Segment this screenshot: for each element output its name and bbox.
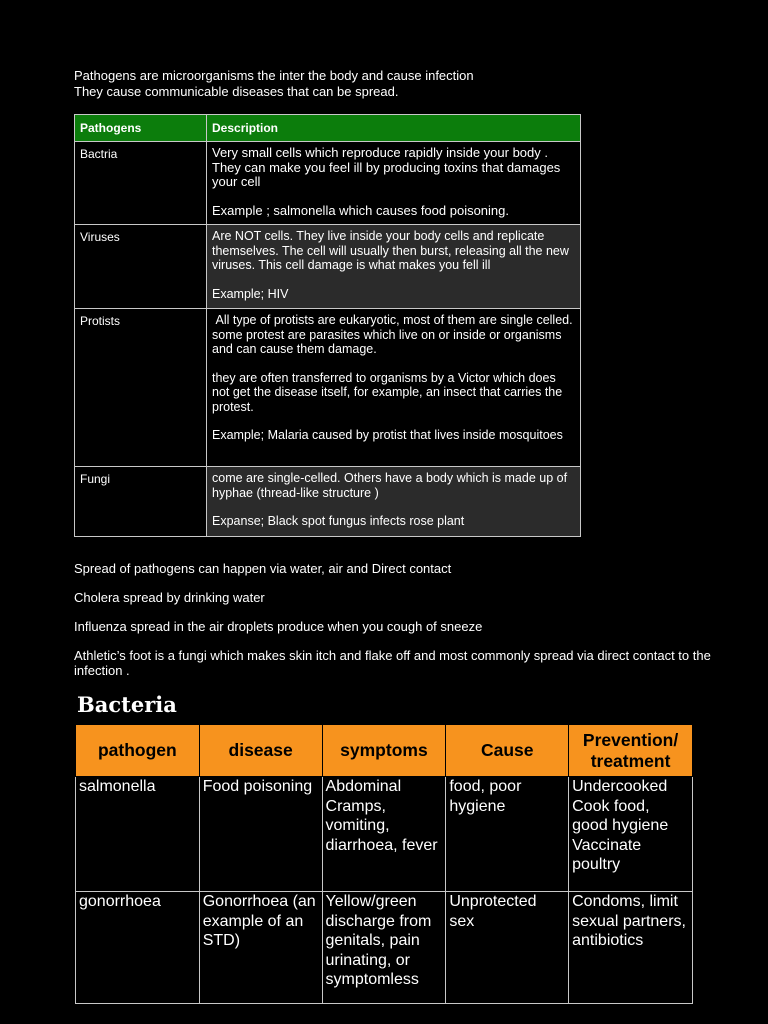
cell-symptoms: Abdominal Cramps, vomiting, diarrhoea, fever bbox=[322, 777, 446, 892]
cell-cause: Unprotected sex bbox=[446, 892, 569, 1004]
header-pathogen: pathogen bbox=[76, 725, 200, 777]
bacteria-table bbox=[75, 724, 693, 1004]
table-row bbox=[75, 467, 581, 537]
bacteria-table-header bbox=[76, 725, 693, 777]
paragraph-gap bbox=[212, 500, 575, 514]
cell-disease: Food poisoning bbox=[199, 777, 322, 892]
intro-text bbox=[74, 68, 474, 99]
description-example: Example ; salmonella which causes food poisoning. bbox=[212, 202, 510, 218]
description-text-2: they are often transferred to organisms by a Victor which does not get the disease itself, for example, an insect that carries the protest. bbox=[212, 370, 563, 414]
description-text: All type of protists are eukaryotic, most of them are single celled. some protest are parasites which live on or inside or organisms and can cause them damage. bbox=[212, 313, 577, 356]
table-row bbox=[76, 892, 693, 1004]
paragraph-gap bbox=[212, 273, 575, 287]
pathogen-name: Viruses bbox=[75, 225, 207, 309]
header-cause: Cause bbox=[446, 725, 569, 777]
pathogens-table-header bbox=[75, 115, 581, 142]
header-symptoms: symptoms bbox=[322, 725, 446, 777]
paragraph-gap bbox=[212, 357, 575, 371]
header-disease: disease bbox=[199, 725, 322, 777]
description-text: Very small cells which reproduce rapidly inside your body . They can make you feel ill by producing toxins that damages your cell bbox=[212, 145, 561, 189]
paragraph-gap bbox=[212, 414, 575, 428]
spread-line: Influenza spread in the air droplets produce when you cough of sneeze bbox=[74, 619, 483, 634]
pathogen-description bbox=[207, 225, 581, 309]
paragraph-gap bbox=[212, 190, 575, 204]
cell-pathogen: salmonella bbox=[76, 777, 200, 892]
pathogen-name: Bactria bbox=[75, 142, 207, 225]
cell-cause: food, poor hygiene bbox=[446, 777, 569, 892]
bacteria-heading: Bacteria bbox=[77, 692, 177, 717]
description-text: come are single-celled. Others have a body which is made up of hyphae (thread-like structure ) bbox=[212, 471, 568, 500]
description-example: Example; HIV bbox=[212, 286, 289, 301]
cell-symptoms: Yellow/green discharge from genitals, pain urinating, or symptomless bbox=[322, 892, 446, 1004]
cell-pathogen: gonorrhoea bbox=[76, 892, 200, 1004]
header-pathogens: Pathogens bbox=[75, 115, 207, 142]
table-row bbox=[75, 309, 581, 467]
description-example: Expanse; Black spot fungus infects rose plant bbox=[212, 514, 465, 528]
spread-line: Cholera spread by drinking water bbox=[74, 590, 265, 605]
cell-prevention: Condoms, limit sexual partners, antibiotics bbox=[569, 892, 693, 1004]
pathogen-name: Fungi bbox=[75, 467, 207, 537]
intro-line-1: Pathogens are microorganisms the inter the body and cause infection bbox=[74, 68, 474, 83]
pathogen-description bbox=[207, 142, 581, 225]
pathogen-description bbox=[207, 309, 581, 467]
pathogen-name: Protists bbox=[75, 309, 207, 467]
description-example: Example; Malaria caused by protist that lives inside mosquitoes bbox=[212, 428, 563, 442]
header-prevention: Prevention/ treatment bbox=[569, 725, 693, 777]
table-row bbox=[75, 225, 581, 309]
cell-disease: Gonorrhoea (an example of an STD) bbox=[199, 892, 322, 1004]
pathogens-table bbox=[74, 114, 581, 537]
header-description: Description bbox=[207, 115, 581, 142]
cell-prevention: Undercooked Cook food, good hygiene Vaccinate poultry bbox=[569, 777, 693, 892]
pathogen-description bbox=[207, 467, 581, 537]
description-text: Are NOT cells. They live inside your body cells and replicate themselves. The cell will usually then burst, releasing all the new viruses. This cell damage is what makes you fell ill bbox=[212, 229, 569, 272]
intro-line-2: They cause communicable diseases that can be spread. bbox=[74, 83, 399, 99]
spread-line: Athletic’s foot is a fungi which makes skin itch and flake off and most commonly spread via direct contact to the infection . bbox=[74, 648, 711, 678]
table-row bbox=[75, 142, 581, 225]
table-row bbox=[76, 777, 693, 892]
spread-line: Spread of pathogens can happen via water, air and Direct contact bbox=[74, 561, 452, 576]
spread-section bbox=[74, 562, 714, 693]
